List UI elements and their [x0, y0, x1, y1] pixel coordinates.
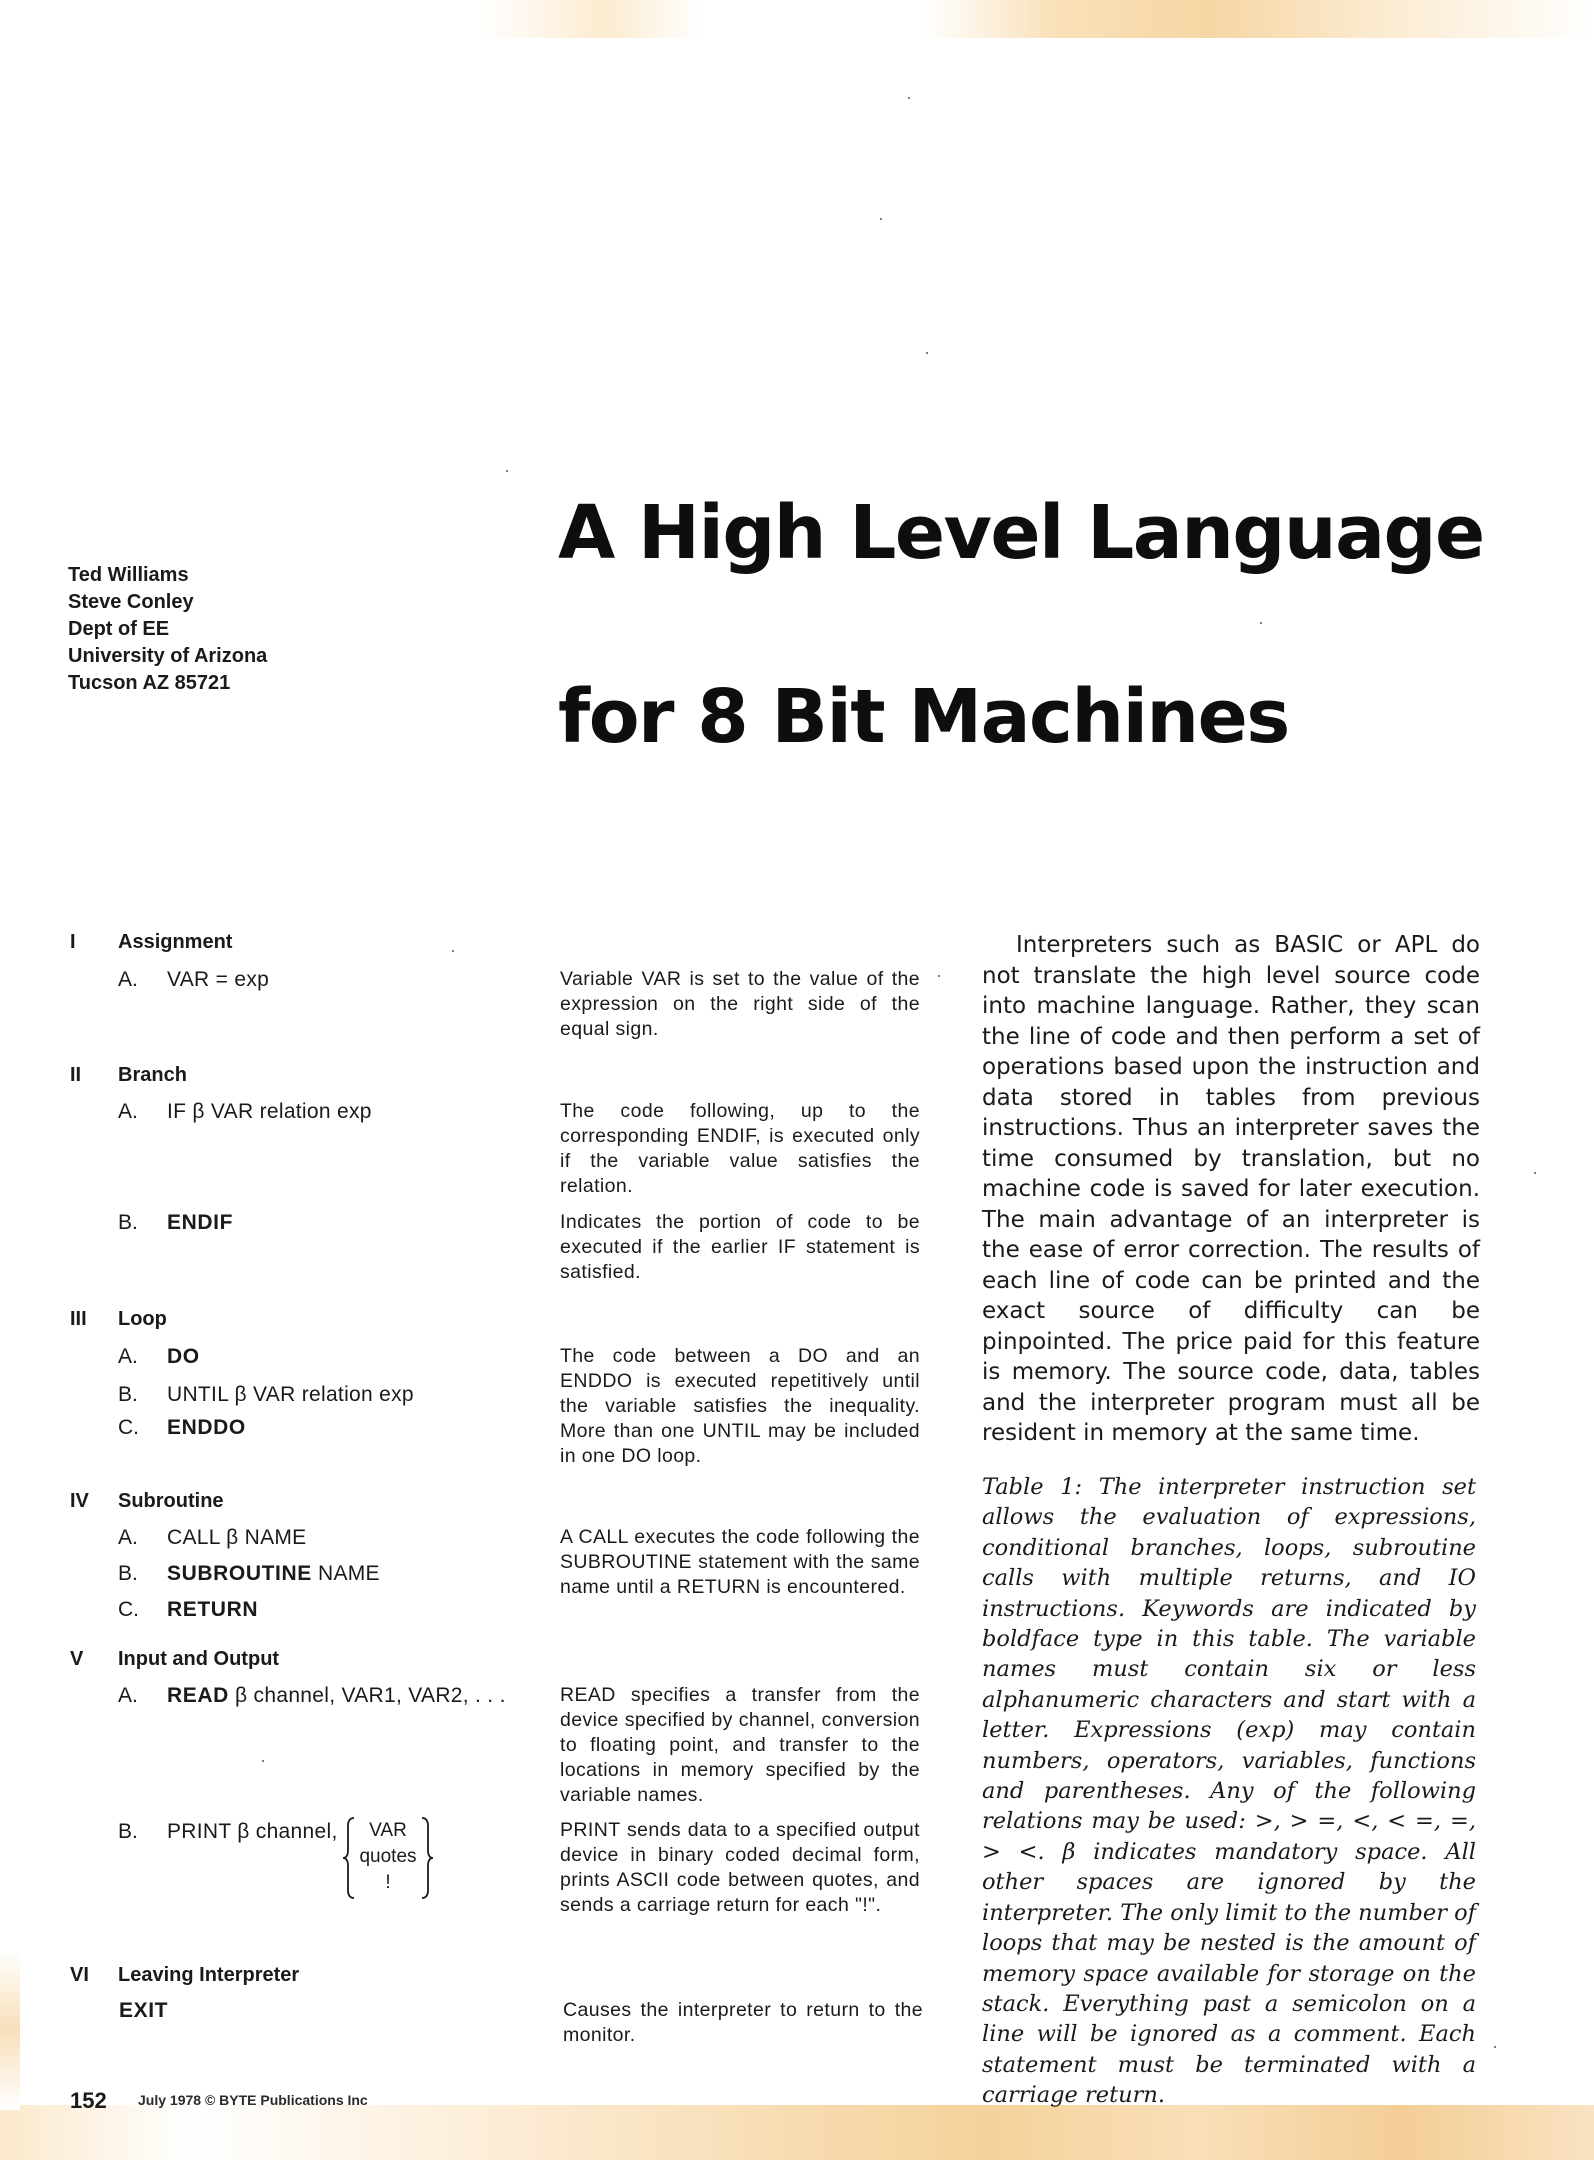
- keyword: EXIT: [119, 1999, 169, 2022]
- item-letter: A.: [118, 1100, 138, 1123]
- section-number: III: [70, 1308, 87, 1330]
- item-letter: B.: [118, 1820, 138, 1843]
- item-letter: C.: [118, 1598, 139, 1621]
- author-name: Ted Williams: [68, 564, 189, 586]
- instruction-syntax: [119, 1999, 168, 2023]
- item-letter: B.: [118, 1562, 138, 1585]
- instruction-syntax: [167, 1562, 380, 1586]
- instruction-syntax: [167, 1211, 233, 1235]
- description-read: READ specifies a transfer from the device specified by channel, conversion to floating point, and transfer to the locations in memory specified by the variable names.: [560, 1684, 920, 1806]
- author-university: University of Arizona: [68, 645, 268, 667]
- right-brace-icon: [420, 1816, 434, 1900]
- description-print: PRINT sends data to a specified output device in binary coded decimal form, prints ASCII code between quotes, and sends a carriage return for each "!".: [560, 1819, 920, 1916]
- instruction-syntax: [167, 1526, 306, 1550]
- print-option-var: VAR: [369, 1820, 407, 1841]
- section-title: Leaving Interpreter: [118, 1964, 300, 1986]
- paper-speck: [938, 975, 940, 977]
- paper-speck: [908, 97, 910, 99]
- keyword: SUBROUTINE: [167, 1562, 312, 1585]
- section-title: Input and Output: [118, 1648, 280, 1670]
- section-title: Loop: [118, 1308, 167, 1330]
- paper-speck: [926, 352, 928, 354]
- description-if: The code following, up to the corresponding ENDIF, is executed only if the variable value satisfies the relation.: [560, 1100, 920, 1197]
- item-letter: A.: [118, 1526, 138, 1549]
- description-exit: Causes the interpreter to return to the monitor.: [563, 1999, 923, 2046]
- paper-speck: [880, 218, 882, 220]
- paper-speck: [1534, 1172, 1536, 1174]
- instruction-syntax: [167, 1345, 200, 1369]
- instruction-syntax: [167, 1416, 246, 1440]
- instruction-syntax: [167, 1820, 338, 1844]
- keyword: ENDIF: [167, 1211, 233, 1234]
- section-number: VI: [70, 1964, 89, 1986]
- item-letter: C.: [118, 1416, 139, 1439]
- page-number: 152: [70, 2088, 107, 2113]
- section-title: Assignment: [118, 931, 233, 953]
- instruction-syntax: VAR = exp: [167, 968, 270, 991]
- section-number: II: [70, 1064, 82, 1086]
- instruction-syntax: [167, 1100, 372, 1124]
- section-number: IV: [70, 1490, 89, 1512]
- section-title: Subroutine: [118, 1490, 224, 1512]
- keyword: PRINT: [167, 1820, 232, 1843]
- instruction-args: NAME: [317, 1562, 380, 1585]
- instruction-args: β channel, VAR1, VAR2, . . .: [235, 1684, 506, 1707]
- instruction-args: β NAME: [226, 1526, 307, 1549]
- instruction-syntax: [167, 1684, 506, 1708]
- print-option-bang: !: [385, 1872, 391, 1893]
- article-title-line-1: A High Level Language: [558, 490, 1484, 576]
- item-letter: A.: [118, 968, 138, 991]
- item-letter: B.: [118, 1211, 138, 1234]
- print-options: [356, 1818, 420, 1896]
- keyword: ENDDO: [167, 1416, 246, 1439]
- author-address: Tucson AZ 85721: [68, 672, 231, 694]
- article-title-line-2: for 8 Bit Machines: [558, 674, 1289, 760]
- instruction-args: β VAR relation exp: [192, 1100, 372, 1123]
- keyword: IF: [167, 1100, 187, 1123]
- keyword: READ: [167, 1684, 229, 1707]
- author-name: Steve Conley: [68, 591, 194, 613]
- section-title: Branch: [118, 1064, 187, 1086]
- item-letter: A.: [118, 1345, 138, 1368]
- publication-credit: July 1978 © BYTE Publications Inc: [138, 2092, 368, 2108]
- print-option-quotes: quotes: [359, 1846, 417, 1867]
- section-number: V: [70, 1648, 84, 1670]
- instruction-syntax: [167, 1598, 258, 1622]
- paper-stain-left: [0, 1950, 20, 2110]
- table-caption: Table 1: The interpreter instruction set allows the evaluation of expressions, conditional branches, loops, subroutine calls with multiple returns, and IO instructions. Keywords are indicated by boldface type in this table. The variable names must contain six or less alphanumeric characters and start with a letter. Expressions (exp) may contain numbers, operators, variables, functions and parentheses. Any of the following relations may be used: >, > =, <, < =, =, > <. β indicates mandatory space. All other spaces are ignored by the interpreter. The only limit to the number of loops that may be nested is the amount of memory space available for storage on the stack. Everything past a semicolon on a line will be ignored as a comment. Each statement must be terminated with a carriage return.: [982, 1474, 1476, 2109]
- paper-speck: [262, 1760, 264, 1762]
- keyword: RETURN: [167, 1598, 259, 1621]
- description-assignment: Variable VAR is set to the value of the expression on the right side of the equal sign.: [560, 968, 920, 1040]
- print-options-brace-group: [342, 1816, 434, 1900]
- description-loop: The code between a DO and an ENDDO is executed repetitively until the variable satisfies the inequality. More than one UNTIL may be included in one DO loop.: [560, 1345, 920, 1467]
- description-endif: Indicates the portion of code to be executed if the earlier IF statement is satisfied.: [560, 1211, 920, 1283]
- author-department: Dept of EE: [68, 618, 170, 640]
- paper-speck: [452, 950, 454, 952]
- keyword: DO: [167, 1345, 200, 1368]
- body-paragraph: Interpreters such as BASIC or APL do not translate the high level source code into machine language. Rather, they scan the line of code and then perform a set of operations based upon the instruction and data stored in tables from previous instructions. Thus an interpreter saves the time consumed by translation, but no machine code is saved for later execution. The main advantage of an interpreter is the ease of error correction. The results of each line of code can be printed and the exact source of difficulty can be pinpointed. The price paid for this feature is memory. The source code, data, tables and the interpreter program must all be resident in memory at the same time.: [982, 932, 1480, 1446]
- keyword: UNTIL: [167, 1383, 229, 1406]
- item-letter: A.: [118, 1684, 138, 1707]
- instruction-syntax: [167, 1383, 414, 1407]
- paper-speck: [1494, 2046, 1496, 2048]
- keyword: CALL: [167, 1526, 220, 1549]
- description-call: A CALL executes the code following the SUBROUTINE statement with the same name until a RETURN is encountered.: [560, 1526, 920, 1598]
- paper-stain-bottom: [0, 2105, 1594, 2160]
- section-number: I: [70, 931, 76, 953]
- instruction-args: β VAR relation exp: [234, 1383, 414, 1406]
- paper-stain-top: [0, 0, 1594, 38]
- paper-speck: [506, 470, 508, 472]
- item-letter: B.: [118, 1383, 138, 1406]
- left-brace-icon: [342, 1816, 356, 1900]
- instruction-args: β channel,: [237, 1820, 338, 1843]
- paper-speck: [1260, 622, 1262, 624]
